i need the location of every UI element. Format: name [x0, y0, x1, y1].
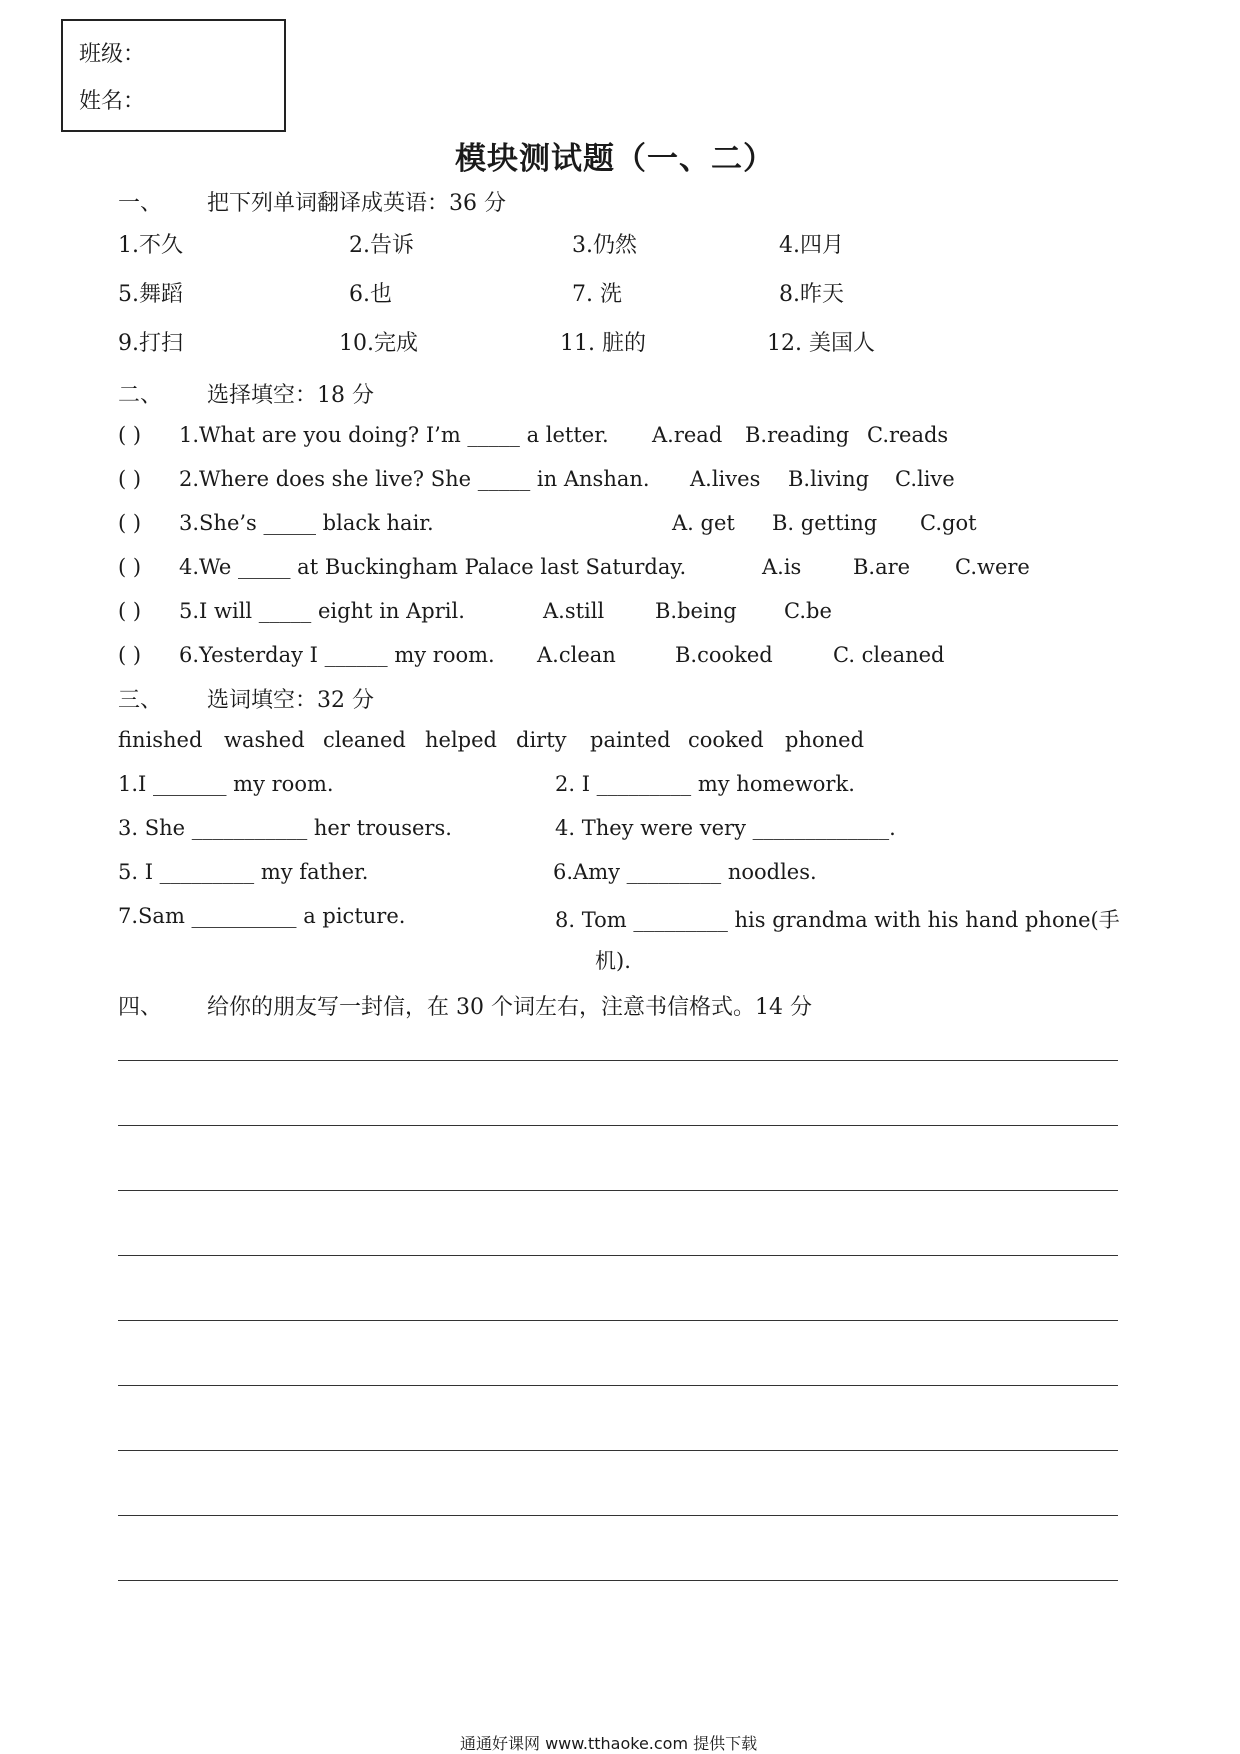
section4-number: 四、: [118, 995, 163, 1020]
translate-item: 2.告诉: [349, 233, 414, 258]
writing-line[interactable]: [118, 1580, 1118, 1581]
choice-paren: ( ): [118, 467, 142, 491]
choice-question: 1.What are you doing? I’m _____ a letter.: [179, 423, 609, 447]
translate-item: 11. 脏的: [560, 331, 646, 356]
choice-option-b: B.cooked: [675, 643, 773, 667]
fill-item: 2. I _________ my homework.: [555, 772, 855, 796]
choice-option-c: C. cleaned: [833, 643, 945, 667]
fill-item: 8. Tom _________ his grandma with his hand phone(手: [555, 908, 1120, 932]
choice-question: 6.Yesterday I ______ my room.: [179, 643, 495, 667]
choice-option-c: C.reads: [867, 423, 949, 447]
translate-item: 7. 洗: [572, 282, 622, 307]
translate-item: 8.昨天: [779, 282, 844, 307]
section1-number: 一、: [118, 191, 163, 216]
word-bank-item: finished: [118, 728, 203, 752]
fill-item: 3. She ___________ her trousers.: [118, 816, 452, 840]
choice-paren: ( ): [118, 555, 142, 579]
choice-option-b: B.reading: [745, 423, 850, 447]
choice-paren: ( ): [118, 511, 142, 535]
fill-item: 7.Sam __________ a picture.: [118, 904, 406, 928]
choice-option-b: B.living: [788, 467, 870, 491]
section4-heading: 给你的朋友写一封信，在 30 个词左右，注意书信格式。14 分: [207, 995, 812, 1020]
choice-option-c: C.live: [895, 467, 955, 491]
choice-question: 3.She’s _____ black hair.: [179, 511, 434, 535]
section2-heading: 选择填空：18 分: [207, 383, 374, 408]
fill-item: 5. I _________ my father.: [118, 860, 369, 884]
choice-paren: ( ): [118, 599, 142, 623]
choice-option-c: C.got: [920, 511, 977, 535]
translate-item: 9.打扫: [118, 331, 183, 356]
choice-option-a: A. get: [672, 511, 735, 535]
writing-line[interactable]: [118, 1060, 1118, 1061]
word-bank-item: dirty: [516, 728, 567, 752]
translate-item: 4.四月: [779, 233, 844, 258]
choice-option-c: C.were: [955, 555, 1030, 579]
writing-line[interactable]: [118, 1320, 1118, 1321]
section1-heading: 把下列单词翻译成英语：36 分: [207, 191, 506, 216]
page-title: 模块测试题（一、二）: [455, 141, 775, 177]
fill-item-continued: 机).: [595, 949, 631, 973]
translate-item: 12. 美国人: [767, 331, 875, 356]
choice-option-c: C.be: [784, 599, 832, 623]
choice-option-b: B. getting: [772, 511, 878, 535]
writing-line[interactable]: [118, 1385, 1118, 1386]
section3-number: 三、: [118, 688, 163, 713]
class-label: 班级：: [79, 42, 146, 67]
name-label: 姓名：: [79, 89, 146, 114]
choice-question: 5.I will _____ eight in April.: [179, 599, 465, 623]
footer-credit: 通通好课网 www.tthaoke.com 提供下载: [460, 1734, 758, 1753]
section2-number: 二、: [118, 383, 163, 408]
choice-option-a: A.lives: [690, 467, 761, 491]
writing-line[interactable]: [118, 1190, 1118, 1191]
student-info-box: [61, 19, 286, 132]
choice-question: 4.We _____ at Buckingham Palace last Saturday.: [179, 555, 687, 579]
choice-option-a: A.clean: [537, 643, 616, 667]
word-bank-item: helped: [425, 728, 497, 752]
translate-item: 3.仍然: [572, 233, 637, 258]
word-bank-item: washed: [224, 728, 305, 752]
word-bank-item: painted: [590, 728, 671, 752]
translate-item: 6.也: [349, 282, 392, 307]
word-bank-item: cleaned: [323, 728, 406, 752]
writing-line[interactable]: [118, 1450, 1118, 1451]
choice-option-a: A.read: [652, 423, 723, 447]
choice-option-a: A.is: [762, 555, 802, 579]
word-bank-item: phoned: [785, 728, 865, 752]
choice-question: 2.Where does she live? She _____ in Anshan.: [179, 467, 650, 491]
choice-option-b: B.are: [853, 555, 911, 579]
translate-item: 5.舞蹈: [118, 282, 183, 307]
fill-item: 6.Amy _________ noodles.: [553, 860, 817, 884]
section3-heading: 选词填空：32 分: [207, 688, 374, 713]
translate-item: 1.不久: [118, 233, 183, 258]
writing-line[interactable]: [118, 1515, 1118, 1516]
choice-option-b: B.being: [655, 599, 737, 623]
fill-item: 1.I _______ my room.: [118, 772, 334, 796]
choice-option-a: A.still: [543, 599, 605, 623]
choice-paren: ( ): [118, 423, 142, 447]
choice-paren: ( ): [118, 643, 142, 667]
translate-item: 10.完成: [339, 331, 418, 356]
writing-line[interactable]: [118, 1125, 1118, 1126]
writing-line[interactable]: [118, 1255, 1118, 1256]
fill-item: 4. They were very _____________.: [555, 816, 896, 840]
word-bank-item: cooked: [688, 728, 764, 752]
